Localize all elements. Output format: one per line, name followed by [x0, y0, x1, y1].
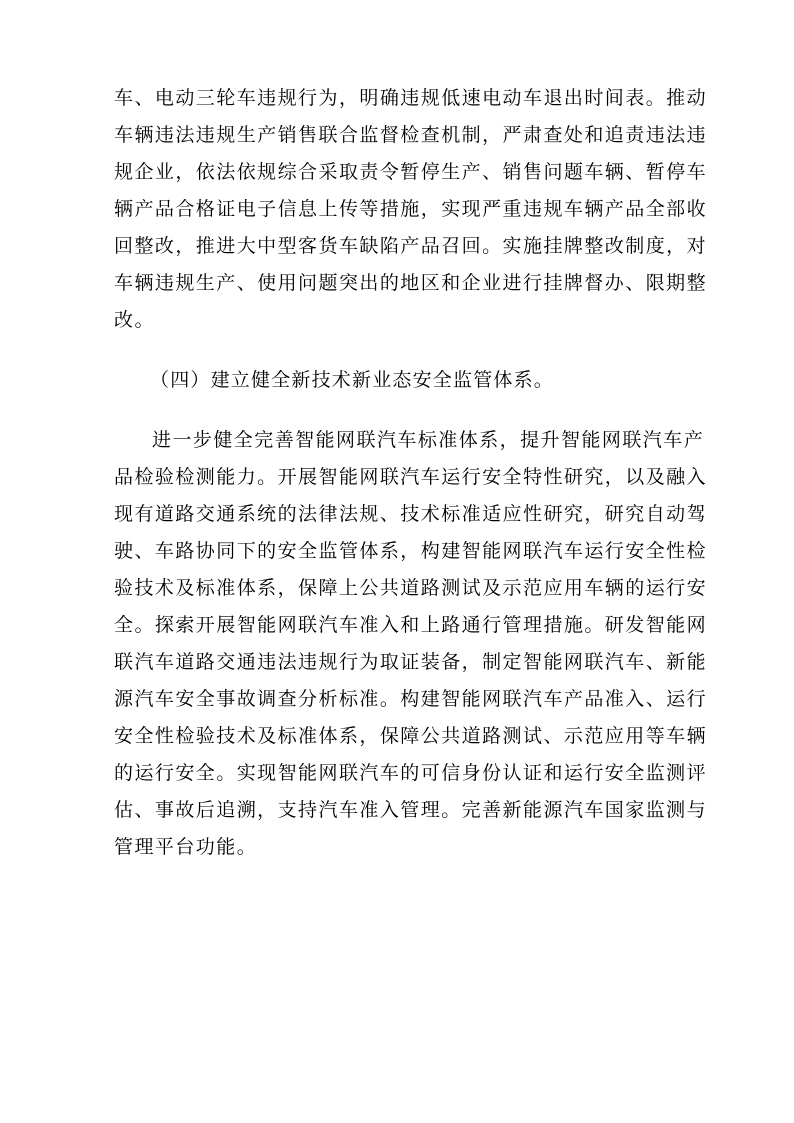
- paragraph-line: 改。: [114, 309, 155, 331]
- paragraph-line: 品检验检测能力。开展智能网联汽车运行安全特性研究，以及融入: [114, 466, 708, 488]
- paragraph-line: 管理平台功能。: [114, 836, 258, 858]
- paragraph-line: 全。探索开展智能网联汽车准入和上路通行管理措施。研发智能网: [114, 614, 708, 636]
- paragraph-line: 源汽车安全事故调查分析标准。构建智能网联汽车产品准入、运行: [114, 688, 708, 710]
- paragraph-line: 车辆违法违规生产销售联合监督检查机制，严肃查处和追责违法违: [114, 124, 708, 146]
- paragraph-line: 辆产品合格证电子信息上传等措施，实现严重违规车辆产品全部收: [114, 198, 708, 220]
- paragraph-line: 驶、车路协同下的安全监管体系，构建智能网联汽车运行安全性检: [114, 540, 708, 562]
- paragraph-line: 验技术及标准体系，保障上公共道路测试及示范应用车辆的运行安: [114, 577, 708, 599]
- paragraph-line: 回整改，推进大中型客货车缺陷产品召回。实施挂牌整改制度，对: [114, 235, 708, 257]
- paragraph-line: 规企业，依法依规综合采取责令暂停生产、销售问题车辆、暂停车: [114, 161, 708, 183]
- paragraph-line: 现有道路交通系统的法律法规、技术标准适应性研究，研究自动驾: [114, 503, 708, 525]
- section-heading: （四）建立健全新技术新业态安全监管体系。: [150, 369, 555, 391]
- paragraph-line: 联汽车道路交通违法违规行为取证装备，制定智能网联汽车、新能: [114, 651, 708, 673]
- paragraph-line: 车辆违规生产、使用问题突出的地区和企业进行挂牌督办、限期整: [114, 272, 708, 294]
- paragraph-line: 进一步健全完善智能网联汽车标准体系，提升智能网联汽车产: [152, 429, 705, 451]
- paragraph-line: 估、事故后追溯，支持汽车准入管理。完善新能源汽车国家监测与: [114, 799, 708, 821]
- paragraph-line: 车、电动三轮车违规行为，明确违规低速电动车退出时间表。推动: [114, 87, 708, 109]
- paragraph-line: 的运行安全。实现智能网联汽车的可信身份认证和运行安全监测评: [114, 762, 708, 784]
- paragraph-line: 安全性检验技术及标准体系，保障公共道路测试、示范应用等车辆: [114, 725, 708, 747]
